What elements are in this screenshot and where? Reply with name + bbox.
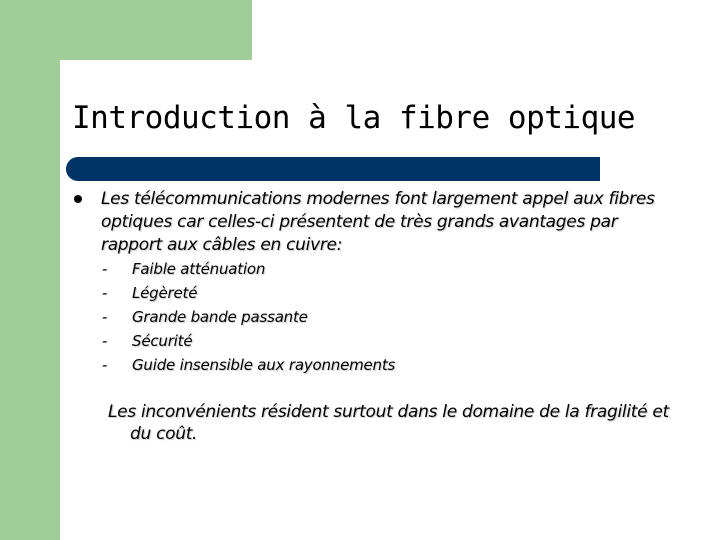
dash-bullet: - [102, 308, 108, 326]
dash-bullet: - [102, 356, 108, 374]
advantages-list [102, 257, 395, 377]
list-item [102, 329, 395, 353]
list-item [102, 353, 395, 377]
green-side-band [0, 0, 60, 540]
slide-title: Introduction à la fibre optique [72, 100, 636, 136]
dash-bullet: - [102, 260, 108, 278]
list-item-text: Grande bande passante [132, 308, 308, 326]
closing-text: Les inconvénients résident surtout dans le domaine de la fragilité et du coût. [108, 402, 669, 444]
list-item [102, 257, 395, 281]
list-item [102, 281, 395, 305]
list-item-text: Guide insensible aux rayonnements [132, 356, 396, 374]
list-item [102, 305, 395, 329]
green-top-band [0, 0, 252, 60]
dash-bullet: - [102, 284, 108, 302]
bullet-dot-icon [74, 195, 82, 203]
title-underline-bar [66, 157, 600, 181]
list-item-text: Légèreté [132, 284, 198, 302]
main-bullet-text: Les télécommunications modernes font largement appel aux fibres optiques car celles-ci présentent de très grands avantages par rapport aux câbles en cuivre: [101, 189, 655, 255]
list-item-text: Sécurité [132, 332, 193, 350]
dash-bullet: - [102, 332, 108, 350]
list-item-text: Faible atténuation [132, 260, 266, 278]
